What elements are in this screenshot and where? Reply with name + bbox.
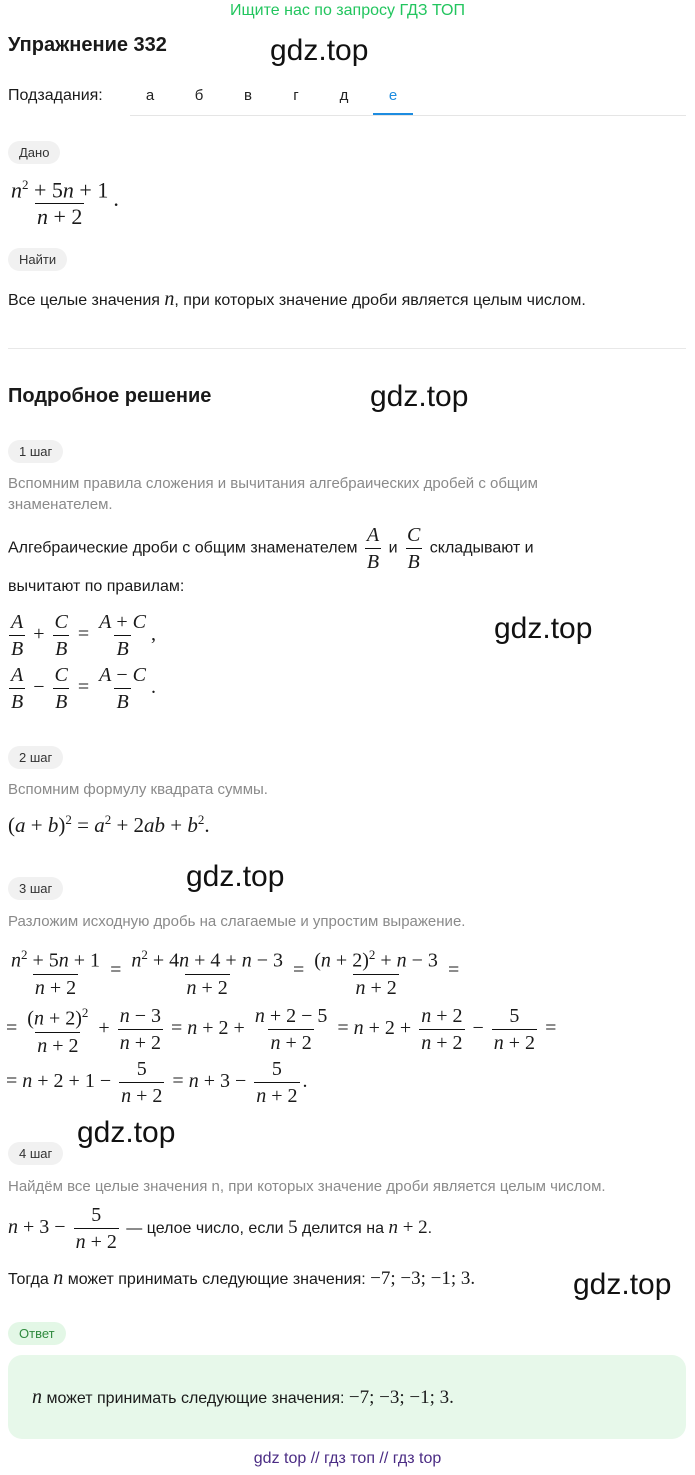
given-badge: Дано (8, 141, 60, 164)
tab-d[interactable]: д (339, 87, 349, 104)
rule-sum: $\frac{A}{B}$ + $\frac{C}{B}$ = $\frac{A + C}{B}$ , (11, 611, 156, 660)
step-4-badge: 4 шаг (8, 1142, 63, 1165)
step-3-badge: 3 шаг (8, 877, 63, 900)
watermark: gdz.top (370, 380, 469, 413)
divider (8, 348, 686, 349)
solution-title: Подробное решение (8, 385, 212, 407)
given-formula: $\frac{n^2 + 5n + 1}{n + 2}$ . (11, 177, 119, 230)
square-sum-formula: $(a + b)^2 = a^2 + 2ab + b^2$. (8, 812, 210, 837)
footer-links[interactable]: gdz top // гдз топ // гдз top (253, 1450, 442, 1467)
tab-g[interactable]: г (293, 87, 299, 104)
step-2-hint: Вспомним формулу квадрата суммы. (8, 781, 268, 798)
tab-v[interactable]: в (244, 87, 252, 104)
watermark: gdz.top (186, 860, 285, 893)
answer-badge: Ответ (8, 1322, 66, 1345)
derivation-line-1: $\frac{n^2 + 5n + 1}{n + 2}$ = $\frac{n^2 + 4n + 4 + n - 3}{n + 2}$ = $\frac{(n + 2)^2 + n - 3}{n + 2}$ = (11, 947, 460, 999)
step-1-text: Алгебраические дроби с общим знаменателем $\frac{A}{B}$ и $\frac{C}{B}$ складывают и (8, 524, 534, 573)
watermark: gdz.top (77, 1116, 176, 1149)
step-4-values: Тогда n может принимать следующие значения: −7; −3; −1; 3. (8, 1267, 476, 1289)
step-1-text-2: вычитают по правилам: (8, 578, 185, 595)
subtasks-label: Подзадания: (8, 87, 103, 104)
watermark: gdz.top (573, 1268, 672, 1301)
derivation-line-2: = $\frac{(n + 2)^2}{n + 2}$ + $\frac{n - 3}{n + 2}$ = n + 2 + $\frac{n + 2 - 5}{n + 2}$ = n + 2 + $\frac{n + 2}{n + 2}$ − $\frac{5}{n + 2}$ = (6, 1004, 557, 1057)
answer-text: n может принимать следующие значения: −7; −3; −1; 3. (32, 1386, 454, 1408)
step-1-hint: Вспомним правила сложения и вычитания алгебраических дробей с общим знаменателем. (8, 475, 538, 513)
promo-banner[interactable]: Ищите нас по запросу ГДЗ ТОП (230, 2, 465, 19)
find-text: Все целые значения n, при которых значение дроби является целым числом. (8, 288, 586, 310)
exercise-title: Упражнение 332 (8, 34, 167, 56)
derivation-line-3: = n + 2 + 1 − $\frac{5}{n + 2}$ = n + 3 − $\frac{5}{n + 2}$ . (6, 1058, 308, 1107)
find-badge: Найти (8, 248, 67, 271)
step-4-condition: n + 3 − $\frac{5}{n + 2}$ — целое число, если 5 делится на n + 2. (8, 1204, 433, 1253)
rule-diff: $\frac{A}{B}$ − $\frac{C}{B}$ = $\frac{A - C}{B}$ . (11, 664, 156, 713)
step-3-hint: Разложим исходную дробь на слагаемые и упростим выражение. (8, 913, 466, 930)
watermark: gdz.top (270, 34, 369, 67)
step-4-hint: Найдём все целые значения n, при которых значение дроби является целым числом. (8, 1178, 606, 1195)
step-1-badge: 1 шаг (8, 440, 63, 463)
tab-a[interactable]: а (145, 87, 155, 104)
subtask-tabs (130, 87, 686, 116)
watermark: gdz.top (494, 612, 593, 645)
tab-e[interactable]: е (373, 87, 413, 115)
tab-b[interactable]: б (194, 87, 204, 104)
step-2-badge: 2 шаг (8, 746, 63, 769)
